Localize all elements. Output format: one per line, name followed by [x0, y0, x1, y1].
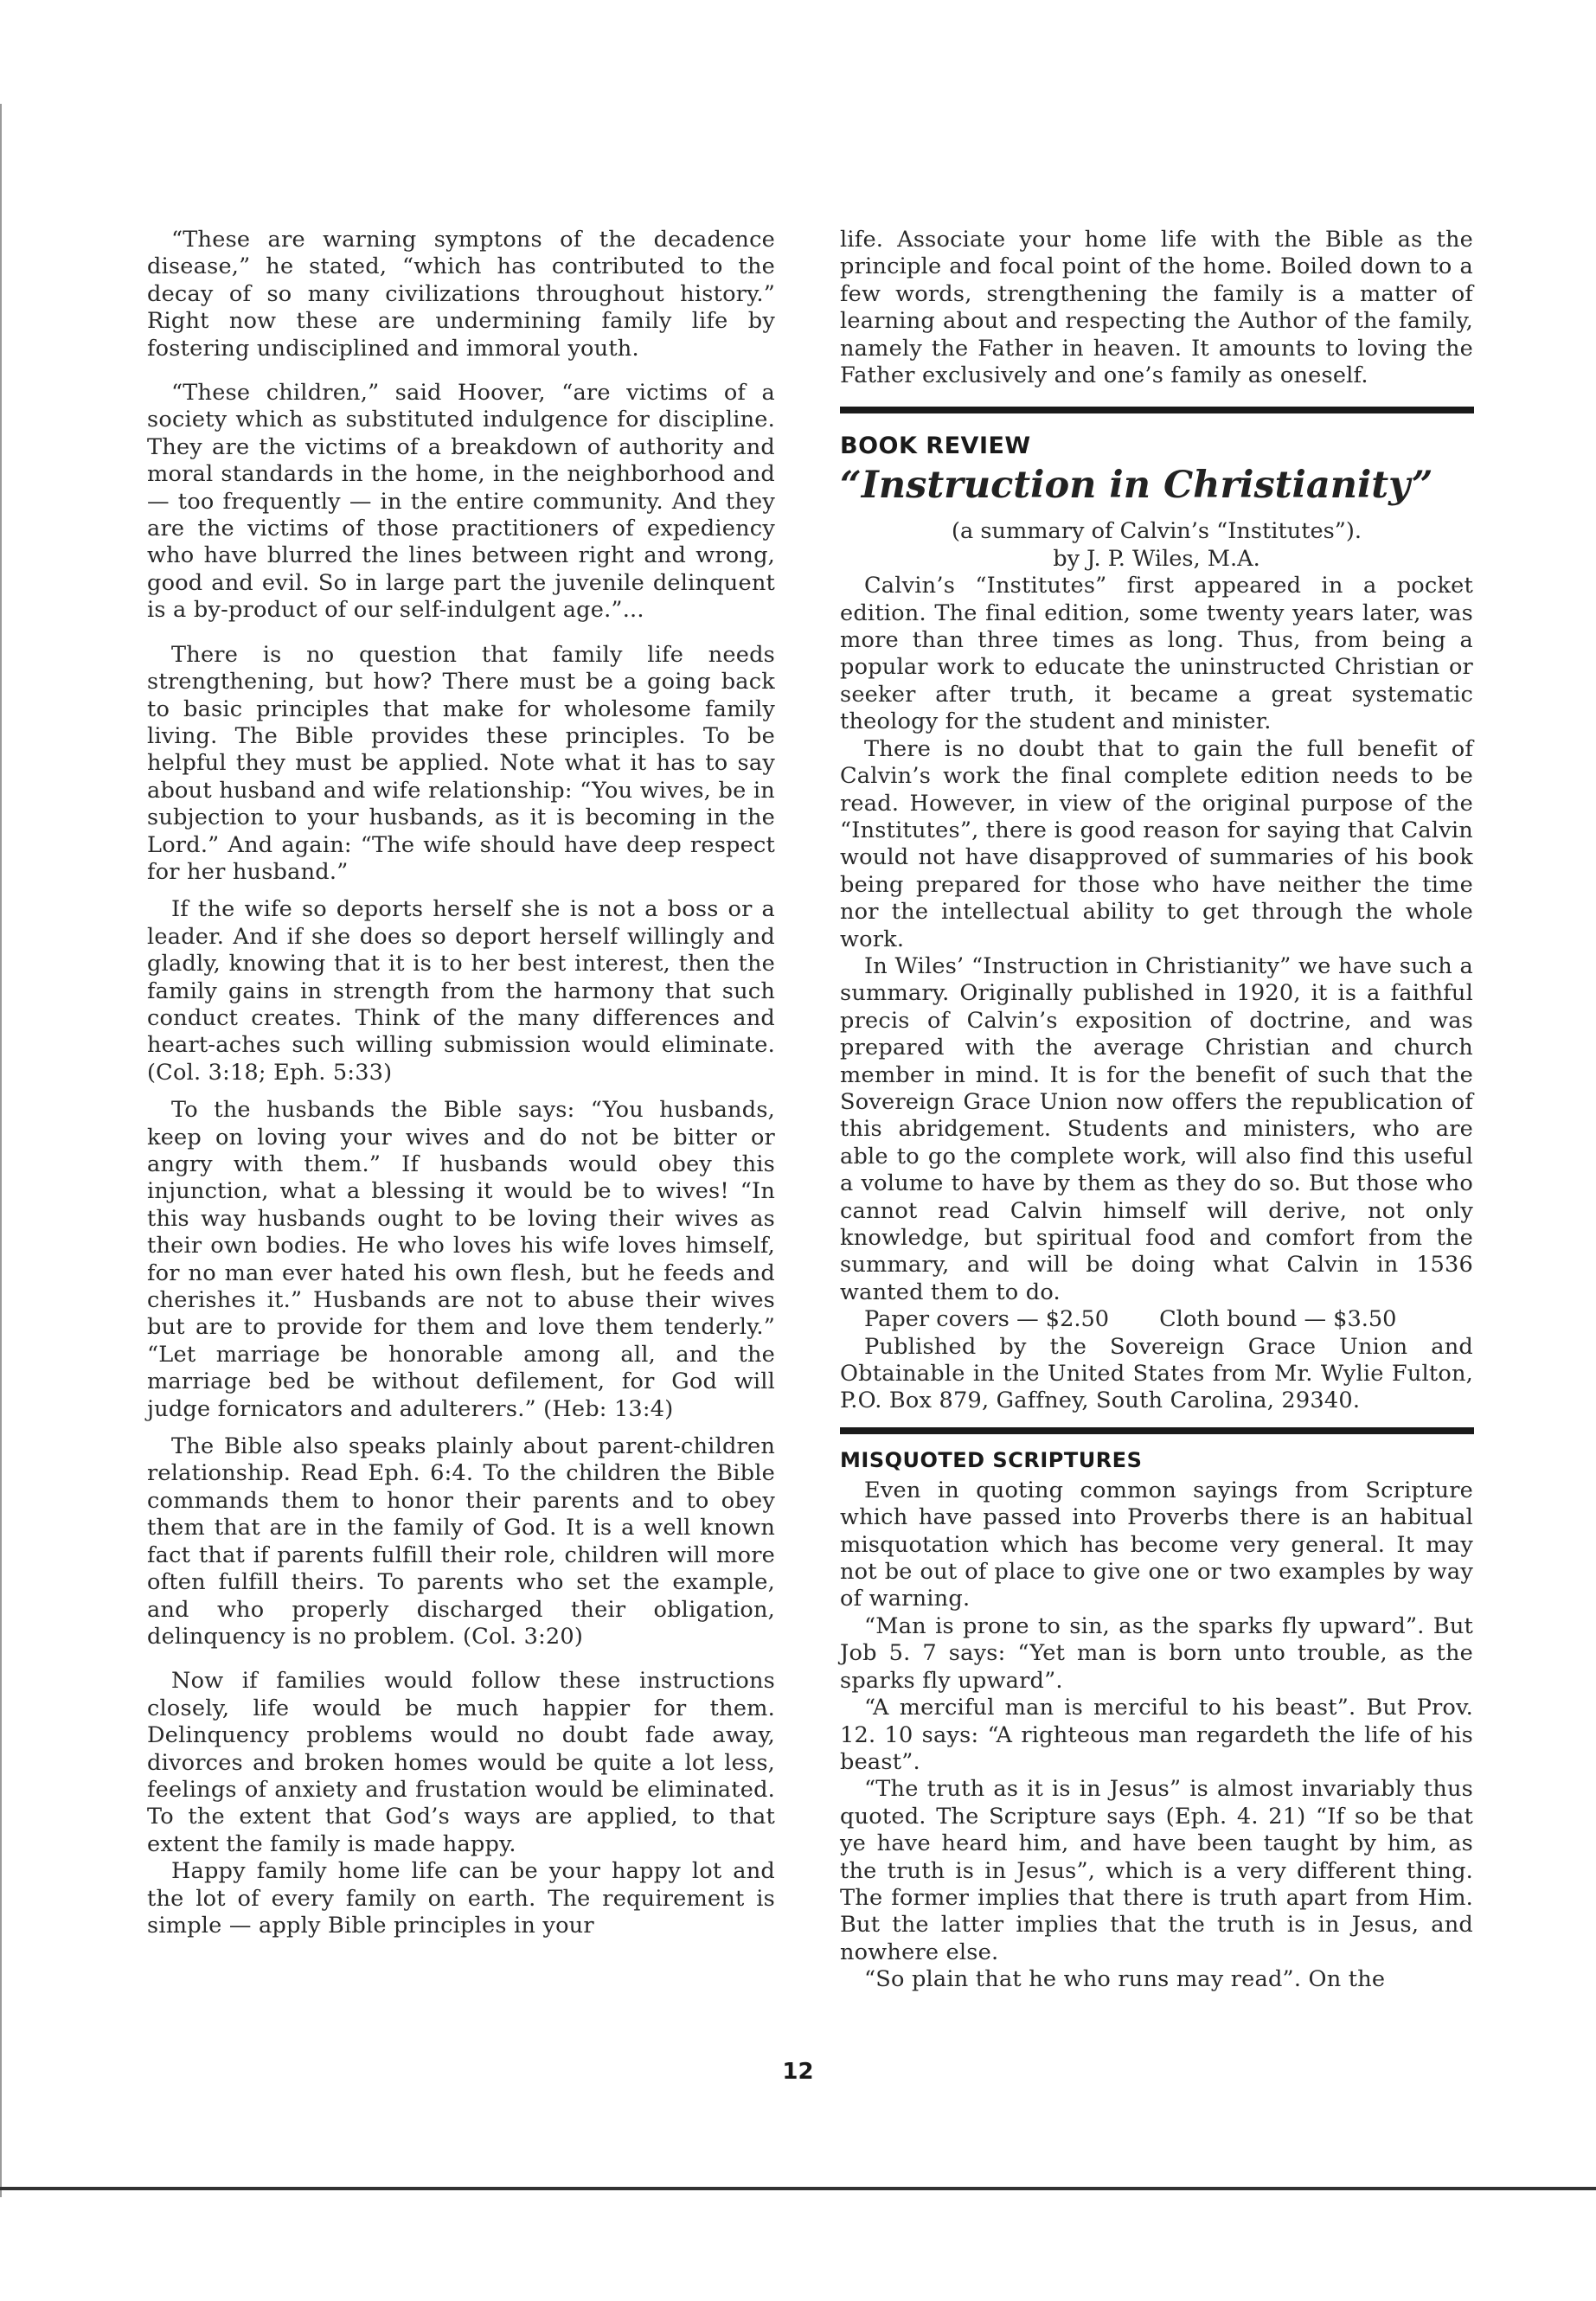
misquoted-paragraph: “The truth as it is in Jesus” is almost invariably thus quoted. The Scripture says (Eph. 4. 21) “If so be that ye have heard him, and have been taught by him, as the truth is in Jesus”, which is a very different thing. The former implies that there is truth apart from Him. But the latter implies that the truth is in Jesus, and nowhere else. — [840, 1776, 1473, 1965]
misquoted-paragraph: “A merciful man is merciful to his beast”. But Prov. 12. 10 says: “A righteous man regardeth the life of his beast”. — [840, 1695, 1473, 1775]
body-paragraph: “These are warning symptons of the decadence disease,” he stated, “which has contributed to the decay of so many civilizations throughout history.” Right now these are undermining family life by fostering undisciplined and immoral youth. — [147, 227, 775, 362]
body-paragraph: If the wife so deports herself she is not a boss or a leader. And if she does so deport herself willingly and gladly, knowing that it is to her best interest, then the family gains in strength from the harmony that such conduct creates. Think of the many differences and heart-aches such willing submission would eliminate. (Col. 3:18; Eph. 5:33) — [147, 896, 775, 1086]
section-divider — [840, 407, 1474, 413]
review-paragraph: There is no doubt that to gain the full benefit of Calvin’s work the final complete edition needs to be read. However, in view of the original purpose of the “Institutes”, there is good reason for saying that Calvin would not have disapproved of summaries of his book being prepared for those who have neither the time nor the intellectual ability to get through the whole work. — [840, 735, 1473, 952]
book-title: “Instruction in Christianity” — [840, 464, 1433, 508]
continuation-paragraph: life. Associate your home life with the Bible as the principle and focal point of the home. Boiled down to a few words, strengthening the family is a matter of learning about and respecting the Author of the family, namely the Father in heaven. It amounts to loving the Father exclusively and one’s family as oneself. — [840, 227, 1473, 389]
page-left-edge — [0, 104, 2, 2197]
body-paragraph: Happy family home life can be your happy lot and the lot of every family on earth. The requirement is simple — apply Bible principles in your — [147, 1858, 775, 1939]
misquoted-section — [840, 1448, 1473, 1994]
misquoted-paragraph: “Man is prone to sin, as the sparks fly upward”. But Job 5. 7 says: “Yet man is born unto trouble, as the sparks fly upward”. — [840, 1612, 1473, 1694]
book-review-heading: BOOK REVIEW — [840, 433, 1031, 460]
review-paragraph: In Wiles’ “Instruction in Christianity” we have such a summary. Originally published in 1920, it is a faithful precis of Calvin’s exposition of doctrine, and was prepared with the average Christian and church member in mind. It is for the benefit of such that the Sovereign Grace Union now offers the republication of this abridgement. Students and ministers, who are able to go the complete work, will also find this useful a volume to have by them as they do so. But those who cannot read Calvin himself will derive, not only knowledge, but spiritual food and comfort from the summary, and will be doing what Calvin in 1536 wanted them to do. — [840, 952, 1473, 1305]
review-paragraph: Calvin’s “Institutes” first appeared in a pocket edition. The final edition, some twenty years later, was more than three times as long. Thus, from being a popular work to educate the uninstructed Christian or seeker after truth, it became a great systematic theology for the student and minister. — [840, 573, 1473, 735]
section-divider — [840, 1427, 1474, 1434]
book-review-section — [840, 433, 1473, 1414]
book-author: by J. P. Wiles, M.A. — [1053, 545, 1260, 572]
misquoted-paragraph: Even in quoting common sayings from Scripture which have passed into Proverbs there is an habitual misquotation which has become very general. It may not be out of place to give one or two examples by way of warning. — [840, 1477, 1473, 1612]
body-paragraph: The Bible also speaks plainly about parent-children relationship. Read Eph. 6:4. To the children the Bible commands them to honor their parents and to obey them that are in the family of God. It is a well known fact that if parents fulfill their role, children will more often fulfill theirs. To parents who set the example, and who properly discharged their obligation, delinquency is no problem. (Col. 3:20) — [147, 1433, 775, 1650]
price-cloth: Cloth bound — $3.50 — [1159, 1306, 1397, 1333]
price-line — [840, 1306, 1473, 1333]
publisher-info: Published by the Sovereign Grace Union and Obtainable in the United States from Mr. Wylie Fulton, P.O. Box 879, Gaffney, South Carolina, 29340. — [840, 1333, 1473, 1414]
book-subtitle: (a summary of Calvin’s “Institutes”). — [951, 518, 1362, 545]
page-number: 12 — [782, 2059, 814, 2085]
body-paragraph: Now if families would follow these instructions closely, life would be much happier for them. Delinquency problems would no doubt fade away, divorces and broken homes would be quite a lot less, feelings of anxiety and frustation would be eliminated. To the extent that God’s ways are applied, to that extent the family is made happy. — [147, 1668, 775, 1857]
price-paper: Paper covers — $2.50 — [864, 1306, 1110, 1333]
body-paragraph: There is no question that family life needs strengthening, but how? There must be a going back to basic principles that make for wholesome family living. The Bible provides these principles. To be helpful they must be applied. Note what it has to say about husband and wife relationship: “You wives, be in subjection to your husbands, as it is becoming in the Lord.” And again: “The wife should have deep respect for her husband.” — [147, 641, 775, 885]
body-paragraph: “These children,” said Hoover, “are victims of a society which as substituted indulgence for discipline. They are the victims of a breakdown of authority and moral standards in the home, in the neighborhood and — too frequently — in the entire community. And they are the victims of those practitioners of expediency who have blurred the lines between right and wrong, good and evil. So in large part the juvenile delinquent is a by-product of our self-indulgent age.”... — [147, 380, 775, 624]
left-column — [147, 227, 775, 1939]
body-paragraph: To the husbands the Bible says: “You husbands, keep on loving your wives and do not be bitter or angry with them.” If husbands would obey this injunction, what a blessing it would be to wives! “In this way husbands ought to be loving their wives as their own bodies. He who loves his wife loves himself, for no man ever hated his own flesh, but he feeds and cherishes it.” Husbands are not to abuse their wives but are to provide for them and love them tenderly.” “Let marriage be honorable among all, and the marriage bed be without defilement, for God will judge fornicators and adulterers.” (Heb: 13:4) — [147, 1097, 775, 1422]
misquoted-heading: MISQUOTED SCRIPTURES — [840, 1447, 1143, 1472]
right-column — [840, 227, 1473, 1994]
misquoted-paragraph: “So plain that he who runs may read”. On the — [864, 1966, 1386, 1993]
page-bottom-edge — [0, 2187, 1596, 2190]
